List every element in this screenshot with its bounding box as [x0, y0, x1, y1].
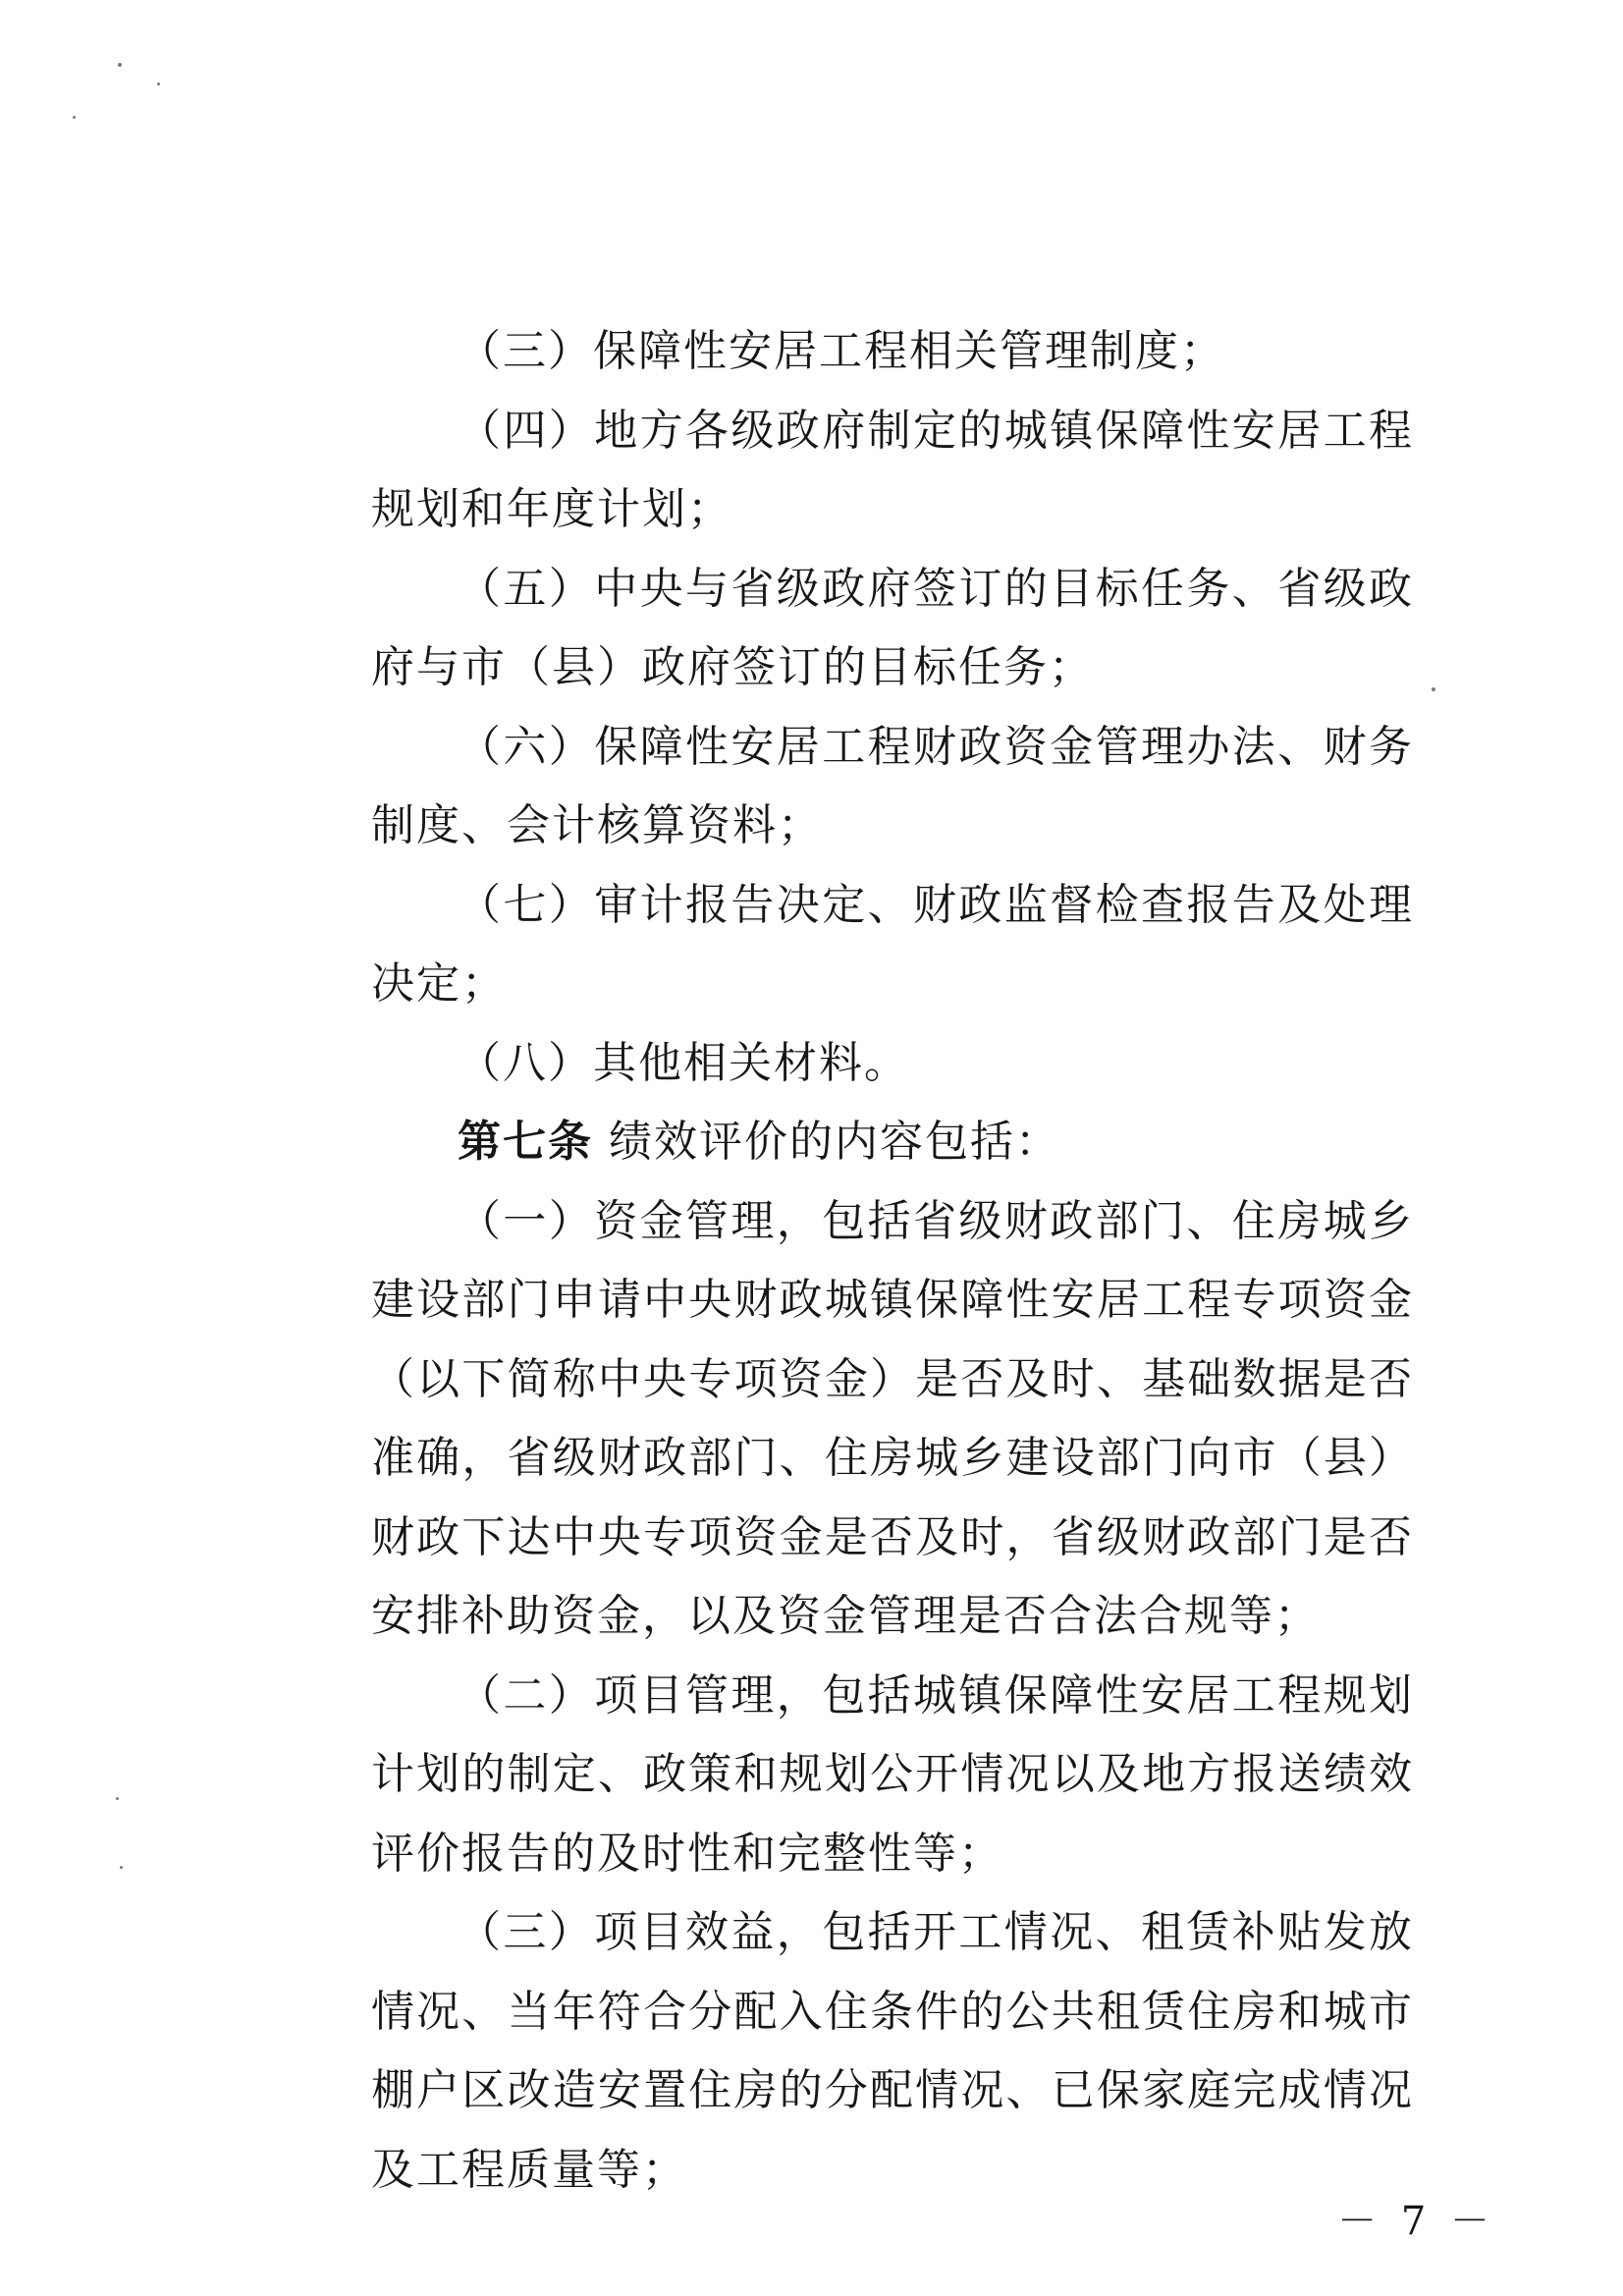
- paragraph-text: （七）审计报告决定、财政监督检查报告及处理决定；: [371, 879, 1414, 1009]
- scan-speck: [120, 1866, 123, 1869]
- paragraph-text: （八）其他相关材料。: [458, 1037, 909, 1088]
- paragraph-text: （二）项目管理，包括城镇保障性安居工程规划计划的制定、政策和规划公开情况以及地方报送绩效评价报告的及时性和完整性等；: [371, 1669, 1414, 1879]
- paragraph-item-8: [371, 1024, 1414, 1104]
- paragraph-text: （一）资金管理，包括省级财政部门、住房城乡建设部门申请中央财政城镇保障性安居工程专项资金（以下简称中央专项资金）是否及时、基础数据是否准确，省级财政部门、住房城乡建设部门向市（县）财政下达中央专项资金是否及时，省级财政部门是否安排补助资金，以及资金管理是否合法合规等；: [371, 1195, 1414, 1641]
- article-label: 第七条: [458, 1117, 593, 1167]
- scan-speck: [157, 82, 160, 85]
- paragraph-text: （三）项目效益，包括开工情况、租赁补贴发放情况、当年符合分配入住条件的公共租赁住房和城市棚户区改造安置住房的分配情况、已保家庭完成情况及工程质量等；: [371, 1907, 1414, 2195]
- paragraph-item-5: [371, 550, 1414, 708]
- scan-speck: [73, 116, 76, 119]
- paragraph-item-6: [371, 708, 1414, 866]
- paragraph-text: （五）中央与省级政府签订的目标任务、省级政府与市（县）政府签订的目标任务；: [371, 563, 1414, 692]
- paragraph-text: （四）地方各级政府制定的城镇保障性安居工程规划和年度计划；: [371, 405, 1414, 534]
- body-text: [371, 312, 1414, 2210]
- scan-speck: [116, 1797, 119, 1800]
- scan-speck: [118, 63, 122, 67]
- paragraph-content-1: [371, 1182, 1414, 1657]
- paragraph-text: （三）保障性安居工程相关管理制度；: [458, 326, 1225, 376]
- paragraph-item-4: [371, 392, 1414, 550]
- paragraph-content-3: [371, 1893, 1414, 2210]
- paragraph-text: 绩效评价的内容包括：: [593, 1117, 1060, 1167]
- paragraph-item-3: [371, 312, 1414, 392]
- paragraph-item-7: [371, 866, 1414, 1024]
- article-seven-heading: [371, 1103, 1414, 1182]
- paragraph-content-2: [371, 1657, 1414, 1894]
- paragraph-text: （六）保障性安居工程财政资金管理办法、财务制度、会计核算资料；: [371, 721, 1414, 850]
- scan-speck: [1432, 687, 1435, 691]
- page-number: － 7 －: [1337, 2199, 1495, 2244]
